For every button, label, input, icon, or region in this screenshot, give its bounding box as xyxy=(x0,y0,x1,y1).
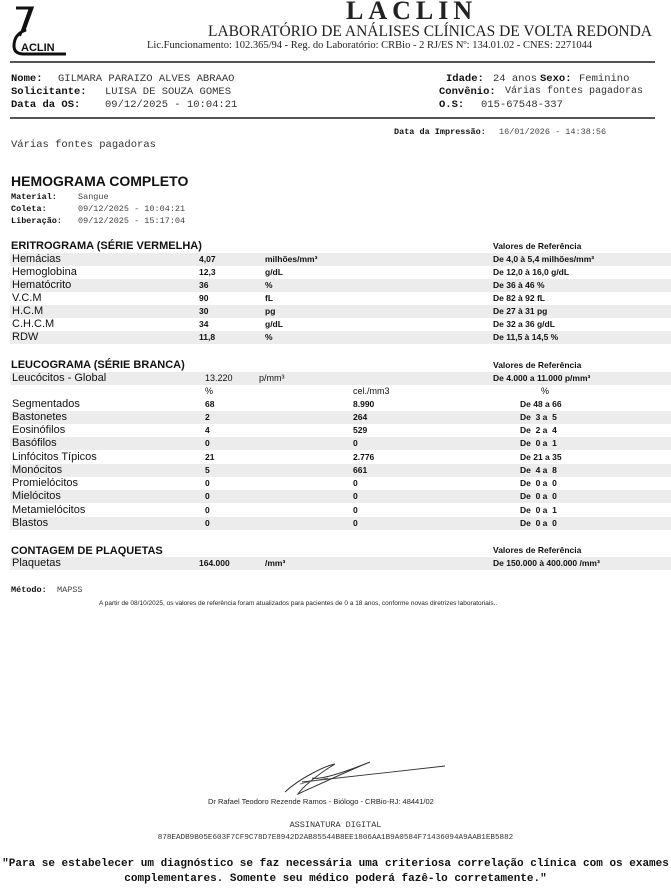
result-unit: /mm³ xyxy=(265,558,286,568)
result-ref: De 4,0 à 5,4 milhões/mm³ xyxy=(493,254,595,264)
result-pct: 5 xyxy=(205,465,210,475)
result-ref: De 21 a 35 xyxy=(520,452,562,462)
patient-name: GILMARA PARAIZO ALVES ABRAAO xyxy=(58,73,235,85)
table-row xyxy=(10,266,671,279)
table-row xyxy=(10,424,671,437)
print-date-label: Data da Impressão: xyxy=(394,127,486,137)
brand-subtitle: LABORATÓRIO DE ANÁLISES CLÍNICAS DE VOLTA REDONDA xyxy=(208,23,652,40)
result-abs: 264 xyxy=(353,412,368,422)
requester-name: LUISA DE SOUZA GOMES xyxy=(105,86,232,98)
abs-column-header: cel./mm3 xyxy=(353,386,390,396)
result-name: Blastos xyxy=(12,517,49,529)
table-row xyxy=(10,253,671,266)
result-abs: 661 xyxy=(353,465,368,475)
os-label: O.S: xyxy=(439,99,465,111)
table-row xyxy=(10,331,671,344)
os-number: 015-67548-337 xyxy=(481,99,563,111)
laclin-logo xyxy=(10,6,68,56)
result-ref: De 4 a 8 xyxy=(520,465,557,475)
result-name: Promielócitos xyxy=(12,477,79,489)
result-abs: 0 xyxy=(353,491,358,501)
material-value: Sangue xyxy=(78,192,109,202)
method-value: MAPSS xyxy=(57,585,83,595)
table-row xyxy=(10,398,671,411)
result-pct: 0 xyxy=(205,518,210,528)
result-ref: De 3 a 5 xyxy=(520,412,557,422)
result-ref: De 0 a 0 xyxy=(520,491,557,501)
brand-info: Lic.Funcionamento: 102.365/94 - Reg. do Laboratório: CRBio - 2 RJ/ES Nº: 134.01.02 - CNES: 2271044 xyxy=(147,40,593,51)
result-name: V.C.M xyxy=(12,292,42,304)
result-ref: De 48 a 66 xyxy=(520,399,562,409)
result-unit: p/mm³ xyxy=(259,373,285,383)
result-pct: 0 xyxy=(205,438,210,448)
table-row xyxy=(10,464,671,477)
result-abs: 0 xyxy=(353,438,358,448)
insurance-label: Convênio: xyxy=(439,86,496,98)
sex-label: Sexo: xyxy=(540,73,572,85)
table-row xyxy=(10,279,671,292)
result-name: Segmentados xyxy=(12,398,80,410)
result-name: Leucócitos - Global xyxy=(12,372,107,384)
method-label: Método: xyxy=(11,585,47,595)
result-ref: De 0 a 0 xyxy=(520,478,557,488)
result-name: RDW xyxy=(12,331,39,343)
result-name: Mielócitos xyxy=(12,490,61,502)
result-ref: De 27 à 31 pg xyxy=(493,306,548,316)
pct-column-header: % xyxy=(205,386,214,396)
result-pct: 68 xyxy=(205,399,215,409)
digital-signature-label: ASSINATURA DIGITAL xyxy=(289,820,382,830)
table-row xyxy=(10,437,671,450)
result-name: C.H.C.M xyxy=(12,318,55,330)
result-ref: De 11,5 à 14,5 % xyxy=(493,332,559,342)
print-date: 16/01/2026 - 14:38:56 xyxy=(499,127,607,137)
table-row xyxy=(10,517,671,530)
table-row xyxy=(10,292,671,305)
result-abs: 0 xyxy=(353,505,358,515)
result-value: 13.220 xyxy=(205,373,233,383)
patient-age: 24 anos xyxy=(493,73,538,85)
result-value: 36 xyxy=(199,280,209,290)
patient-sex: Feminino xyxy=(579,73,630,85)
table-row xyxy=(10,504,671,517)
payer-note: Várias fontes pagadoras xyxy=(11,139,156,151)
result-name: Monócitos xyxy=(12,464,63,476)
result-unit: fL xyxy=(265,293,274,303)
result-ref: De 0 a 1 xyxy=(520,438,557,448)
result-value: 164.000 xyxy=(199,558,230,568)
os-date-label: Data da OS: xyxy=(11,99,81,111)
result-name: Eosinófilos xyxy=(12,424,66,436)
os-date: 09/12/2025 - 10:04:21 xyxy=(105,99,238,111)
ref-pct-column-header: % xyxy=(541,386,550,396)
signature-hash: 878EADB9B05E603F7CF9C78D7E8942D2AB85544B8EE1806AA1B9A0584F71436094A9AAB1EB5882 xyxy=(157,834,514,842)
result-name: Basófilos xyxy=(12,437,57,449)
result-ref: De 36 à 46 % xyxy=(493,280,545,290)
result-unit: milhões/mm³ xyxy=(265,254,318,264)
table-row xyxy=(10,557,671,570)
result-abs: 8.990 xyxy=(353,399,375,409)
result-name: H.C.M xyxy=(12,305,44,317)
material-label: Material: xyxy=(11,192,57,202)
result-name: Hemácias xyxy=(12,253,61,265)
result-ref: De 4.000 a 11.000 p/mm³ xyxy=(493,373,591,383)
insurance-value: Várias fontes pagadoras xyxy=(505,86,644,97)
signatory: Dr Rafael Teodoro Rezende Ramos - Biólogo - CRBio-RJ: 48441/02 xyxy=(208,797,434,806)
result-unit: g/dL xyxy=(265,319,283,329)
result-name: Hematócrito xyxy=(12,279,72,291)
leucograma-title: LEUCOGRAMA (SÉRIE BRANCA) xyxy=(11,359,185,371)
table-row xyxy=(10,490,671,503)
result-unit: % xyxy=(265,332,273,342)
result-abs: 0 xyxy=(353,478,358,488)
result-pct: 2 xyxy=(205,412,210,422)
result-name: Bastonetes xyxy=(12,411,68,423)
result-name: Linfócitos Típicos xyxy=(12,451,97,463)
header-divider xyxy=(10,61,655,63)
result-ref: De 32 a 36 g/dL xyxy=(493,319,555,329)
reference-note: A partir de 08/10/2025, os valores de referência foram atualizados para pacientes de 0 a 18 anos, conforme novas diretrizes laboratoriais.. xyxy=(99,600,498,607)
exam-title: HEMOGRAMA COMPLETO xyxy=(11,173,189,189)
footer-disclaimer: "Para se estabelecer um diagnóstico se faz necessária uma criteriosa correlação clínica com os exames complementares. Somente seu médico poderá fazê-lo corretamente." xyxy=(2,858,669,885)
result-name: Metamielócitos xyxy=(12,504,86,516)
handwritten-signature xyxy=(240,748,455,800)
plaquetas-ref-heading: Valores de Referência xyxy=(493,545,582,555)
table-row xyxy=(10,305,671,318)
result-ref: De 2 a 4 xyxy=(520,425,557,435)
table-row xyxy=(10,372,671,385)
result-value: 4,07 xyxy=(199,254,216,264)
eritrograma-ref-heading: Valores de Referência xyxy=(493,241,582,251)
result-unit: % xyxy=(265,280,273,290)
result-ref: De 150.000 à 400.000 /mm³ xyxy=(493,558,600,568)
coleta-label: Coleta: xyxy=(11,204,47,214)
result-value: 34 xyxy=(199,319,209,329)
name-label: Nome: xyxy=(11,73,43,85)
result-value: 30 xyxy=(199,306,209,316)
result-ref: De 12,0 à 16,0 g/dL xyxy=(493,267,570,277)
eritrograma-title: ERITROGRAMA (SÉRIE VERMELHA) xyxy=(11,240,202,252)
result-value: 11,8 xyxy=(199,332,216,342)
table-row xyxy=(10,411,671,424)
table-row xyxy=(10,318,671,331)
result-pct: 4 xyxy=(205,425,210,435)
result-name: Plaquetas xyxy=(12,557,61,569)
result-value: 90 xyxy=(199,293,209,303)
table-row xyxy=(10,451,671,464)
coleta-value: 09/12/2025 - 10:04:21 xyxy=(78,204,186,214)
table-row xyxy=(10,477,671,490)
result-unit: g/dL xyxy=(265,267,283,277)
result-ref: De 0 a 1 xyxy=(520,505,557,515)
result-pct: 0 xyxy=(205,478,210,488)
age-label: Idade: xyxy=(446,73,484,85)
plaquetas-title: CONTAGEM DE PLAQUETAS xyxy=(11,545,163,557)
requester-label: Solicitante: xyxy=(11,86,87,98)
result-name: Hemoglobina xyxy=(12,266,77,278)
brand-title: LACLIN xyxy=(346,0,478,25)
result-value: 12,3 xyxy=(199,267,216,277)
result-ref: De 0 a 0 xyxy=(520,518,557,528)
result-ref: De 82 à 92 fL xyxy=(493,293,545,303)
liberacao-value: 09/12/2025 - 15:17:04 xyxy=(78,216,186,226)
patient-divider xyxy=(10,117,655,119)
result-pct: 21 xyxy=(205,452,215,462)
leucograma-ref-heading: Valores de Referência xyxy=(493,360,582,370)
result-pct: 0 xyxy=(205,491,210,501)
liberacao-label: Liberação: xyxy=(11,216,63,226)
result-abs: 0 xyxy=(353,518,358,528)
result-unit: pg xyxy=(265,306,276,316)
logo-text: ACLIN xyxy=(21,42,55,54)
result-pct: 0 xyxy=(205,505,210,515)
result-abs: 2.776 xyxy=(353,452,375,462)
result-abs: 529 xyxy=(353,425,368,435)
